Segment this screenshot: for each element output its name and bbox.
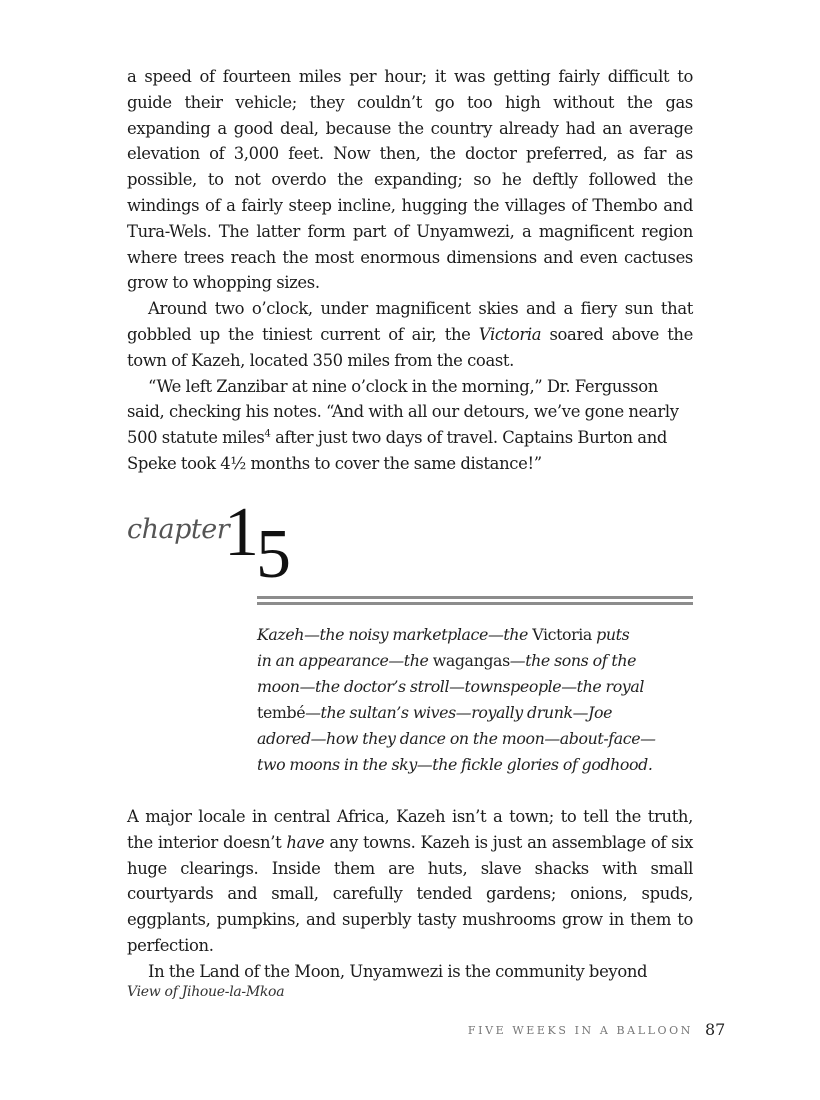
chapter-number-second-digit: 5: [256, 516, 291, 593]
ship-name: Victoria: [478, 324, 542, 344]
illustration-caption: View of Jihoue-la-Mkoa: [127, 984, 285, 1000]
chapter-rule-top: [257, 596, 693, 599]
summary-text: wagangas: [432, 651, 510, 670]
text-run: soared above the town of Kazeh, located 350 miles from the coast.: [127, 324, 693, 370]
summary-text: Victoria: [532, 625, 592, 644]
footnote-marker: 4: [264, 428, 271, 440]
text-run: A major locale in central Africa, Kazeh isn’t a town; to tell the truth, the interior doesn’t: [127, 807, 693, 852]
summary-line: [257, 700, 697, 726]
summary-text: tembé: [257, 703, 306, 722]
summary-text: Kazeh—the noisy marketplace—the: [257, 625, 533, 644]
paragraph: [127, 804, 693, 959]
summary-text: —the sons of the: [509, 651, 637, 670]
summary-text: in an appearance—the: [257, 651, 433, 670]
page-number: 87: [705, 1020, 726, 1039]
chapter-label: chapter: [127, 514, 230, 545]
summary-text: —the sultan’s wives—royally drunk—Joe: [305, 703, 613, 722]
summary-line: [257, 622, 697, 648]
text-run: Around two o’clock, under magnificent skies and a fiery sun that gobbled up the tiniest current of air, the: [127, 299, 693, 344]
chapter-rule-bottom: [257, 602, 693, 605]
text-run: after just two days of travel. Captains Burton and Speke took 4½ months to cover the same distance!”: [127, 428, 668, 473]
body-text-bottom: [127, 804, 693, 985]
summary-line: moon—the doctor’s stroll—townspeople—the royal: [257, 677, 645, 696]
running-head: FIVE WEEKS IN A BALLOON: [467, 1024, 693, 1037]
paragraph: [127, 296, 693, 373]
emphasis: have: [286, 832, 325, 852]
text-run: “We left Zanzibar at nine o’clock in the morning,” Dr. Fergusson said, checking his notes. “And with all our detours, we’ve gone nearly 500 statute miles: [127, 376, 679, 448]
paragraph: In the Land of the Moon, Unyamwezi is the community beyond: [148, 961, 648, 981]
chapter-number-first-digit: 1: [224, 494, 259, 571]
summary-line: [257, 648, 697, 674]
summary-line: two moons in the sky—the fickle glories of godhood.: [257, 755, 653, 774]
summary-line: adored—how they dance on the moon—about-face—: [257, 729, 656, 748]
paragraph: [127, 374, 693, 477]
text-run: any towns. Kazeh is just an assemblage of six huge clearings. Inside them are huts, slave shacks with small courtyards and small, carefully tended gardens; onions, spuds, eggplants, pumpkins, and superbly tasty mushrooms grow in them to perfection.: [127, 832, 693, 955]
summary-text: puts: [591, 625, 630, 644]
chapter-summary: [257, 622, 697, 778]
paragraph: a speed of fourteen miles per hour; it was getting fairly difficult to guide their vehicle; they couldn’t go too high without the gas expanding a good deal, because the country already had an average elevation of 3,000 feet. Now then, the doctor preferred, as far as possible, to not overdo the expanding; so he deftly followed the windings of a fairly steep incline, hugging the villages of Thembo and Tura-Wels. The latter form part of Unyamwezi, a magnificent region where trees reach the most enormous dimensions and even cactuses grow to whopping sizes.: [127, 67, 693, 293]
body-text-top: [127, 64, 693, 477]
